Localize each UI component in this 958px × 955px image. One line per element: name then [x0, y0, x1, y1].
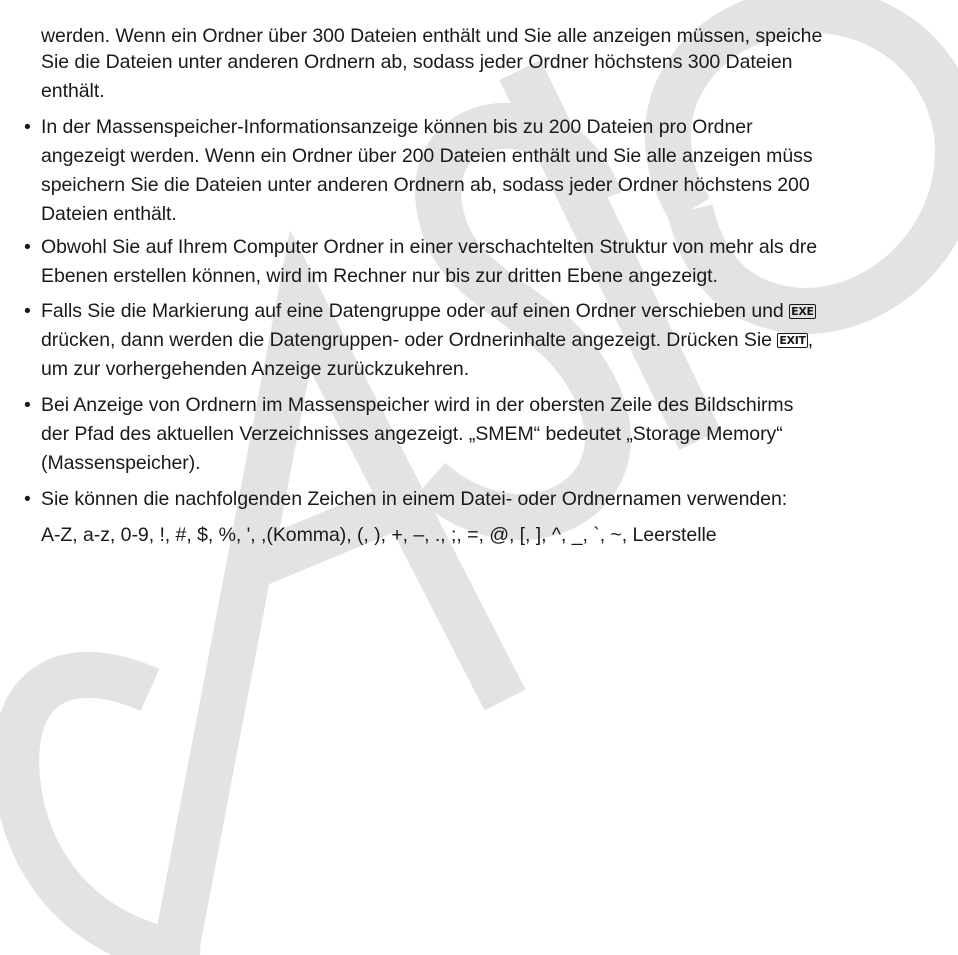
bullet-symbol: •: [24, 116, 31, 138]
bullet-1-line-2: angezeigt werden. Wenn ein Ordner über 200 Dateien enthält und Sie alle anzeigen müss: [41, 145, 813, 167]
bullet-4-line-3: (Massenspeicher).: [41, 452, 201, 474]
bullet-1-line-1: In der Massenspeicher-Informationsanzeige können bis zu 200 Dateien pro Ordner: [41, 116, 753, 138]
bullet-4-line-1: Bei Anzeige von Ordnern im Massenspeicher wird in der obersten Zeile des Bildschirms: [41, 394, 794, 416]
bullet-1-line-3: speichern Sie die Dateien unter anderen Ordnern ab, sodass jeder Ordner höchstens 200: [41, 174, 810, 196]
bullet-3-line-2-end: ,: [807, 329, 814, 351]
bullet-1-line-4: Dateien enthält.: [41, 203, 177, 225]
exit-key-icon: EXIT: [779, 334, 806, 347]
bullet-3-line-1-text: Falls Sie die Markierung auf eine Datengruppe oder auf einen Ordner verschieben und: [41, 300, 784, 322]
bullet-4-line-2: der Pfad des aktuellen Verzeichnisses angezeigt. „SMEM“ bedeutet „Storage Memory“: [41, 423, 783, 445]
allowed-characters-list: A-Z, a-z, 0-9, !, #, $, %, ', ,(Komma), (, ), +, –, ., ;, =, @, [, ], ^, _, `, ~, Leerstelle: [41, 524, 717, 546]
bullet-2-line-2: Ebenen erstellen können, wird im Rechner nur bis zur dritten Ebene angezeigt.: [41, 265, 718, 287]
bullet-symbol: •: [24, 300, 31, 322]
bullet-symbol: •: [24, 488, 31, 510]
exe-key-icon: EXE: [791, 305, 814, 318]
bullet-5-line-1: Sie können die nachfolgenden Zeichen in einem Datei- oder Ordnernamen verwenden:: [41, 488, 788, 510]
bullet-2-line-1: Obwohl Sie auf Ihrem Computer Ordner in einer verschachtelten Struktur von mehr als dre: [41, 236, 818, 258]
intro-line-1: werden. Wenn ein Ordner über 300 Dateien enthält und Sie alle anzeigen müssen, speiche: [41, 25, 823, 47]
bullet-symbol: •: [24, 236, 31, 258]
intro-line-3: enthält.: [41, 80, 105, 102]
bullet-symbol: •: [24, 394, 31, 416]
bullet-3-line-1: [41, 299, 816, 323]
bullet-3-line-3: um zur vorhergehenden Anzeige zurückzukehren.: [41, 358, 470, 380]
bullet-3-line-2: [41, 328, 813, 352]
bullet-3-line-2-text: drücken, dann werden die Datengruppen- oder Ordnerinhalte angezeigt. Drücken Sie: [41, 329, 772, 351]
intro-line-2: Sie die Dateien unter anderen Ordnern ab, sodass jeder Ordner höchstens 300 Dateien: [41, 51, 793, 73]
